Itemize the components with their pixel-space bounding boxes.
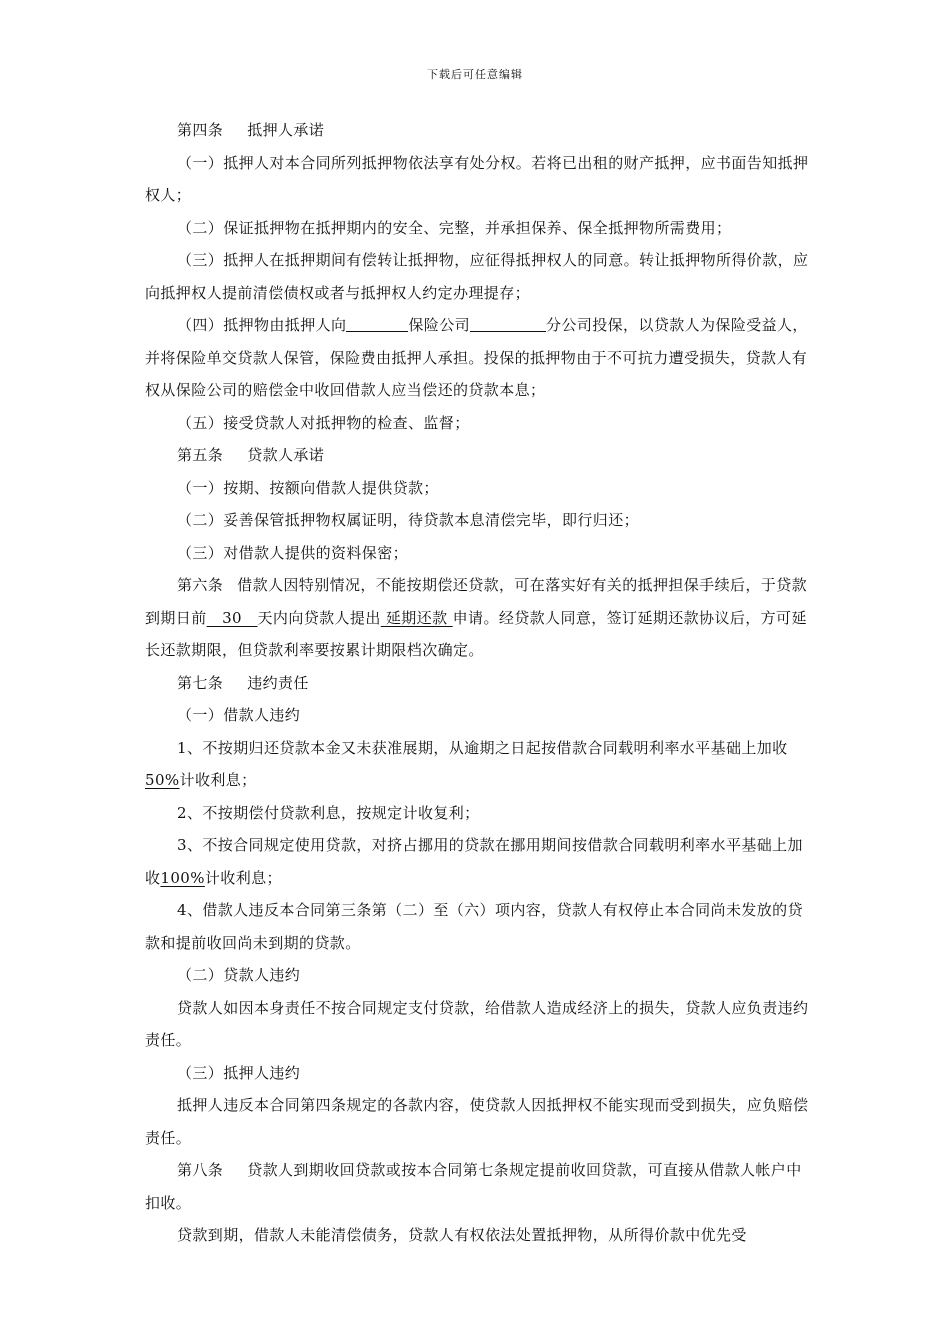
- article-7-section-3: （三）抵押人违约: [177, 1063, 301, 1082]
- article-4-item-3: （三）抵押人在抵押期间有偿转让抵押物，应征得抵押权人的同意。转让抵押物所得价款，应向抵押权人提前清偿债权或者与抵押权人约定办理提存；: [145, 251, 809, 302]
- article-7-section-2: （二）贷款人违约: [177, 966, 301, 984]
- article-5-item-3: （三）对借款人提供的资料保密；: [177, 543, 409, 562]
- article-4-item-5: （五）接受贷款人对抵押物的检查、监督；: [177, 413, 470, 432]
- branch-blank: [470, 313, 546, 332]
- article-4-number: 第四条: [177, 121, 224, 139]
- penalty-rate-1: 50%: [145, 771, 180, 789]
- article-7-number: 第七条: [177, 673, 224, 692]
- page-header: 下载后可任意编辑: [427, 68, 523, 81]
- article-7-section-2-text: 贷款人如因本身责任不按合同规定支付贷款，给借款人造成经济上的损失，贷款人应负责违约责任。: [145, 998, 809, 1049]
- article-7-clause-2: 2、不按期偿付贷款利息，按规定计收复利；: [177, 803, 480, 822]
- article-4-title: 抵押人承诺: [247, 121, 325, 139]
- article-7-section-1: （一）借款人违约: [177, 706, 301, 724]
- article-7-section-3-text: 抵押人违反本合同第四条规定的各款内容，使贷款人因抵押权不能实现而受到损失，应负赔偿责任。: [145, 1096, 809, 1147]
- article-8-number: 第八条: [177, 1161, 224, 1179]
- article-5-item-1: （一）按期、按额向借款人提供贷款；: [177, 478, 439, 497]
- article-4-item-1: （一）抵押人对本合同所列抵押物依法享有处分权。若将已出租的财产抵押，应书面告知抵押权人；: [145, 153, 809, 204]
- extension-type-field: 延期还款: [380, 608, 453, 627]
- article-7-title: 违约责任: [247, 673, 309, 692]
- article-4-item-2: （二）保证抵押物在抵押期内的安全、完整，并承担保养、保全抵押物所需费用；: [177, 218, 732, 237]
- article-5-title: 贷款人承诺: [247, 446, 325, 464]
- article-7-heading: [145, 667, 813, 700]
- article-4-item-4: （四）抵押物由抵押人向 保险公司 分公司投保，以贷款人为保险受益人，并将保险单交贷款人保管，保险费由抵押人承担。投保的抵押物由于不可抗力遭受损失，贷款人有权从保险公司的赔偿金中收回借款人应当偿还的贷款本息；: [145, 309, 813, 407]
- insurer-blank: [346, 313, 408, 332]
- article-5-number: 第五条: [177, 446, 224, 464]
- document-body: [145, 114, 813, 1252]
- article-6-number: 第六条: [177, 576, 224, 594]
- extension-days-field: 30: [206, 608, 258, 627]
- penalty-rate-3: 100%: [160, 868, 205, 887]
- article-7-clause-3: 3、不按合同规定使用贷款，对挤占挪用的贷款在挪用期间按借款合同载明利率水平基础上加收100%计收利息；: [145, 836, 803, 887]
- article-5-heading: [145, 439, 813, 472]
- article-4-heading: [145, 114, 813, 147]
- article-7-clause-4: 4、借款人违反本合同第三条第（二）至（六）项内容，贷款人有权停止本合同尚未发放的贷款和提前收回尚未到期的贷款。: [145, 901, 803, 952]
- article-8-paragraph-2: 贷款到期，借款人未能清偿债务，贷款人有权依法处置抵押物，从所得价款中优先受: [177, 1226, 747, 1244]
- article-8-paragraph: 第八条 贷款人到期收回贷款或按本合同第七条规定提前收回贷款，可直接从借款人帐户中扣收。: [145, 1161, 802, 1212]
- article-5-item-2: （二）妥善保管抵押物权属证明，待贷款本息清偿完毕，即行归还；: [177, 511, 640, 529]
- article-6-paragraph: 第六条 借款人因特别情况，不能按期偿还贷款，可在落实好有关的抵押担保手续后，于贷款到期日前 30 天内向贷款人提出 延期还款 申请。经贷款人同意，签订延期还款协议后，方可延长还款期限，但贷款利率要按累计期限档次确定。: [145, 576, 808, 659]
- article-7-clause-1: 1、不按期归还贷款本金又未获准展期，从逾期之日起按借款合同载明利率水平基础上加收50%计收利息；: [145, 738, 788, 789]
